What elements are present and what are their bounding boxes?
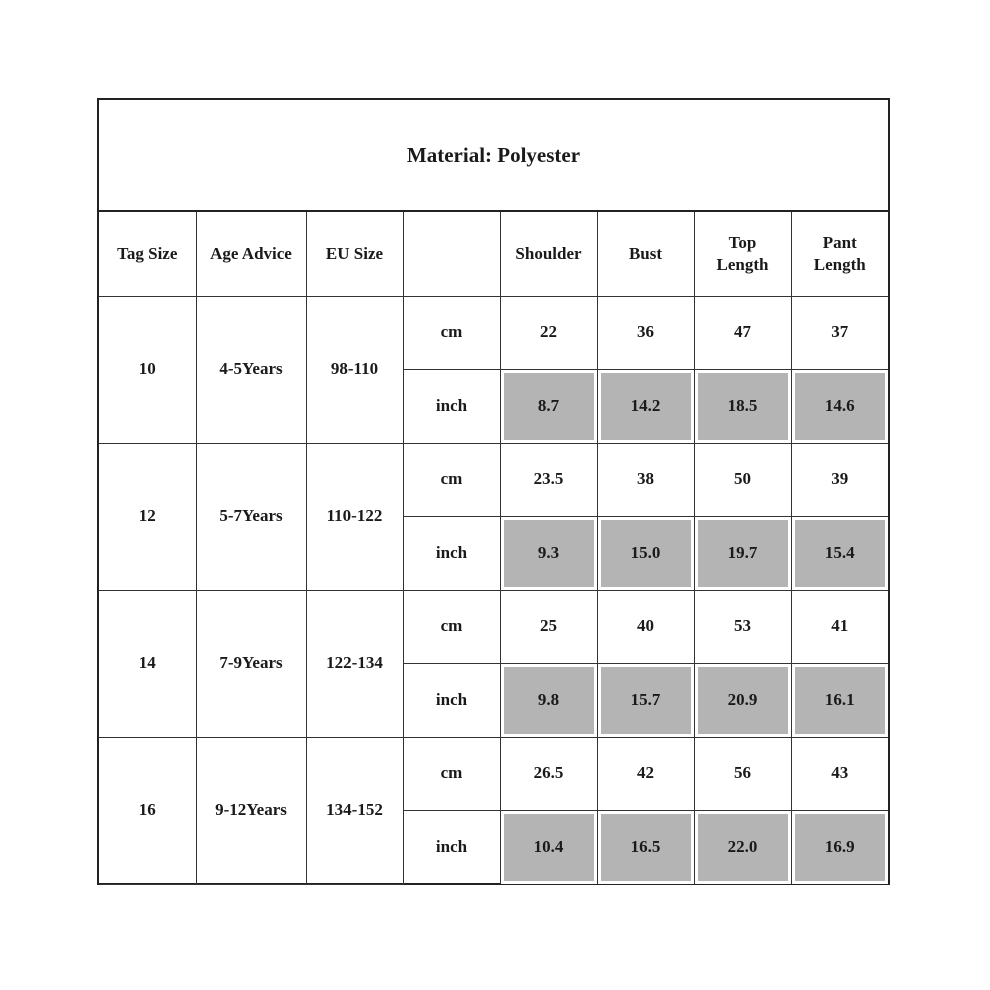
table-row [99,443,888,516]
top-length-cell: 47 [694,296,791,369]
header-bust: Bust [597,212,694,296]
eu-size-cell: 98-110 [306,296,403,443]
size-chart [97,98,890,885]
header-tag-size: Tag Size [99,212,196,296]
bust-cell: 15.0 [597,516,694,590]
age-advice-cell: 9-12Years [196,737,306,884]
header-top-length-line1: Top [728,232,757,252]
top-length-cell: 19.7 [694,516,791,590]
bust-cell: 40 [597,590,694,663]
table-row [99,590,888,663]
tag-size-cell: 14 [99,590,196,737]
bust-cell: 42 [597,737,694,810]
shoulder-cell: 8.7 [500,369,597,443]
header-eu-size: EU Size [306,212,403,296]
pant-length-cell: 14.6 [791,369,888,443]
unit-cell: inch [403,663,500,737]
eu-size-cell: 134-152 [306,737,403,884]
tag-size-cell: 12 [99,443,196,590]
header-shoulder: Shoulder [500,212,597,296]
top-length-cell: 56 [694,737,791,810]
bust-cell: 36 [597,296,694,369]
header-row [99,212,888,296]
unit-cell: cm [403,443,500,516]
pant-length-cell: 15.4 [791,516,888,590]
pant-length-cell: 39 [791,443,888,516]
top-length-cell: 22.0 [694,810,791,884]
top-length-cell: 50 [694,443,791,516]
shoulder-cell: 9.8 [500,663,597,737]
bust-cell: 16.5 [597,810,694,884]
table-row [99,296,888,369]
age-advice-cell: 4-5Years [196,296,306,443]
unit-cell: cm [403,590,500,663]
shoulder-cell: 23.5 [500,443,597,516]
pant-length-cell: 16.1 [791,663,888,737]
unit-cell: inch [403,810,500,884]
chart-title: Material: Polyester [99,100,888,212]
shoulder-cell: 10.4 [500,810,597,884]
shoulder-cell: 25 [500,590,597,663]
bust-cell: 38 [597,443,694,516]
table-row [99,737,888,810]
shoulder-cell: 9.3 [500,516,597,590]
unit-cell: cm [403,737,500,810]
size-table [99,212,888,885]
tag-size-cell: 16 [99,737,196,884]
bust-cell: 15.7 [597,663,694,737]
bust-cell: 14.2 [597,369,694,443]
eu-size-cell: 122-134 [306,590,403,737]
header-top-length-line2: Length [716,254,769,274]
header-age-advice: Age Advice [196,212,306,296]
shoulder-cell: 26.5 [500,737,597,810]
age-advice-cell: 5-7Years [196,443,306,590]
unit-cell: inch [403,516,500,590]
tag-size-cell: 10 [99,296,196,443]
unit-cell: cm [403,296,500,369]
pant-length-cell: 16.9 [791,810,888,884]
header-top-length [694,212,791,296]
header-unit [403,212,500,296]
top-length-cell: 18.5 [694,369,791,443]
header-pant-length-line2: Length [813,254,866,274]
eu-size-cell: 110-122 [306,443,403,590]
pant-length-cell: 41 [791,590,888,663]
pant-length-cell: 37 [791,296,888,369]
header-pant-length [791,212,888,296]
unit-cell: inch [403,369,500,443]
pant-length-cell: 43 [791,737,888,810]
top-length-cell: 20.9 [694,663,791,737]
top-length-cell: 53 [694,590,791,663]
header-pant-length-line1: Pant [822,232,857,252]
shoulder-cell: 22 [500,296,597,369]
age-advice-cell: 7-9Years [196,590,306,737]
